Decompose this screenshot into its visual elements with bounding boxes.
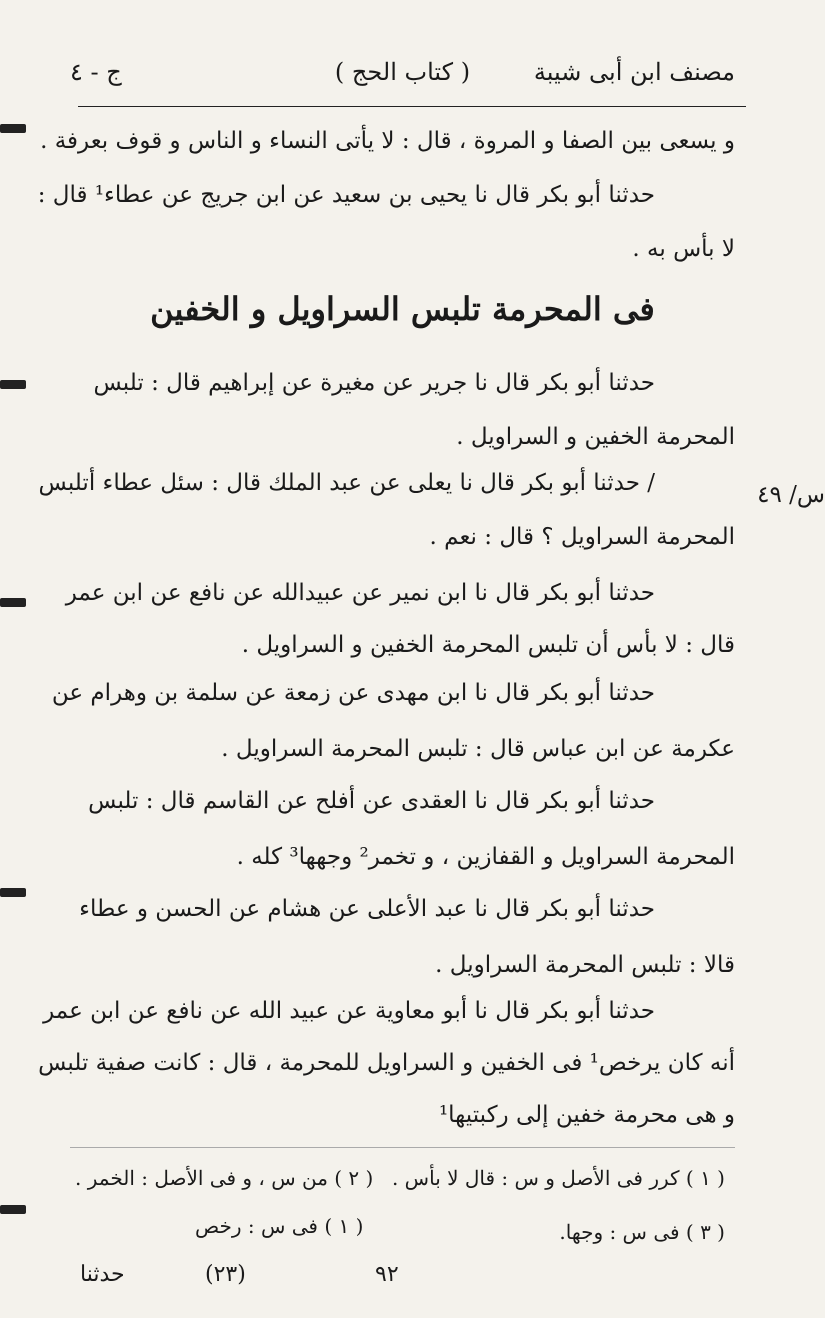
footnote-4: ( ١ ) فى س : رخص — [195, 1214, 364, 1238]
catchword: حدثنا — [80, 1262, 125, 1287]
footnote-1: ( ١ ) كرر فى الأصل و س : قال لا بأس . — [391, 1166, 725, 1190]
text-line: المحرمة السراويل و القفازين ، و تخمر² وجهها³ كله . — [236, 844, 735, 870]
footnote-rule — [70, 1147, 735, 1148]
text-line: قال : لا بأس أن تلبس المحرمة الخفين و السراويل . — [241, 632, 735, 658]
text-line: حدثنا أبو بكر قال نا ابن نمير عن عبيدالله عن نافع عن ابن عمر — [65, 580, 655, 606]
part-number: (٢٣) — [205, 1262, 246, 1287]
text-line: حدثنا أبو بكر قال نا العقدى عن أفلح عن القاسم قال : تلبس — [88, 788, 655, 814]
scan-mark — [0, 380, 26, 389]
text-line: المحرمة الخفين و السراويل . — [456, 424, 735, 450]
text-line: أنه كان يرخص¹ فى الخفين و السراويل للمحرمة ، قال : كانت صفية تلبس — [38, 1050, 735, 1076]
text-line: لا بأس به . — [632, 236, 735, 262]
running-header — [70, 58, 735, 98]
margin-note: س/ ٤٩ — [757, 482, 825, 508]
text-line: حدثنا أبو بكر قال نا ابن مهدى عن زمعة عن سلمة بن وهرام عن — [51, 680, 655, 706]
text-line: و يسعى بين الصفا و المروة ، قال : لا يأتى النساء و الناس و قوف بعرفة . — [40, 128, 735, 154]
scan-mark — [0, 888, 26, 897]
text-line: عكرمة عن ابن عباس قال : تلبس المحرمة السراويل . — [221, 736, 735, 762]
text-line: حدثنا أبو بكر قال نا عبد الأعلى عن هشام عن الحسن و عطاء — [79, 896, 655, 922]
text-line: / حدثنا أبو بكر قال نا يعلى عن عبد الملك قال : سئل عطاء أتلبس — [38, 470, 655, 496]
text-line: حدثنا أبو بكر قال نا يحيى بن سعيد عن ابن جريج عن عطاء¹ قال : — [37, 182, 655, 208]
header-book-title: مصنف ابن أبى شيبة — [533, 58, 735, 86]
text-line: حدثنا أبو بكر قال نا جرير عن مغيرة عن إبراهيم قال : تلبس — [93, 370, 655, 396]
page-number: ٩٢ — [375, 1262, 399, 1287]
scan-mark — [0, 1205, 26, 1214]
scan-mark — [0, 124, 26, 133]
footnote-3: ( ٣ ) فى س : وجها. — [559, 1220, 725, 1244]
footnote-2: ( ٢ ) من س ، و فى الأصل : الخمر . — [75, 1166, 374, 1190]
header-rule — [78, 106, 746, 107]
header-volume: ج - ٤ — [70, 58, 122, 86]
text-line: و هى محرمة خفين إلى ركبتيها¹ — [438, 1102, 735, 1128]
text-line: حدثنا أبو بكر قال نا أبو معاوية عن عبيد الله عن نافع عن ابن عمر — [43, 998, 655, 1024]
scan-mark — [0, 598, 26, 607]
text-line: قالا : تلبس المحرمة السراويل . — [435, 952, 735, 978]
section-title: فى المحرمة تلبس السراويل و الخفين — [150, 290, 655, 328]
text-line: المحرمة السراويل ؟ قال : نعم . — [429, 524, 735, 550]
header-chapter: ( كتاب الحج ) — [334, 58, 471, 86]
